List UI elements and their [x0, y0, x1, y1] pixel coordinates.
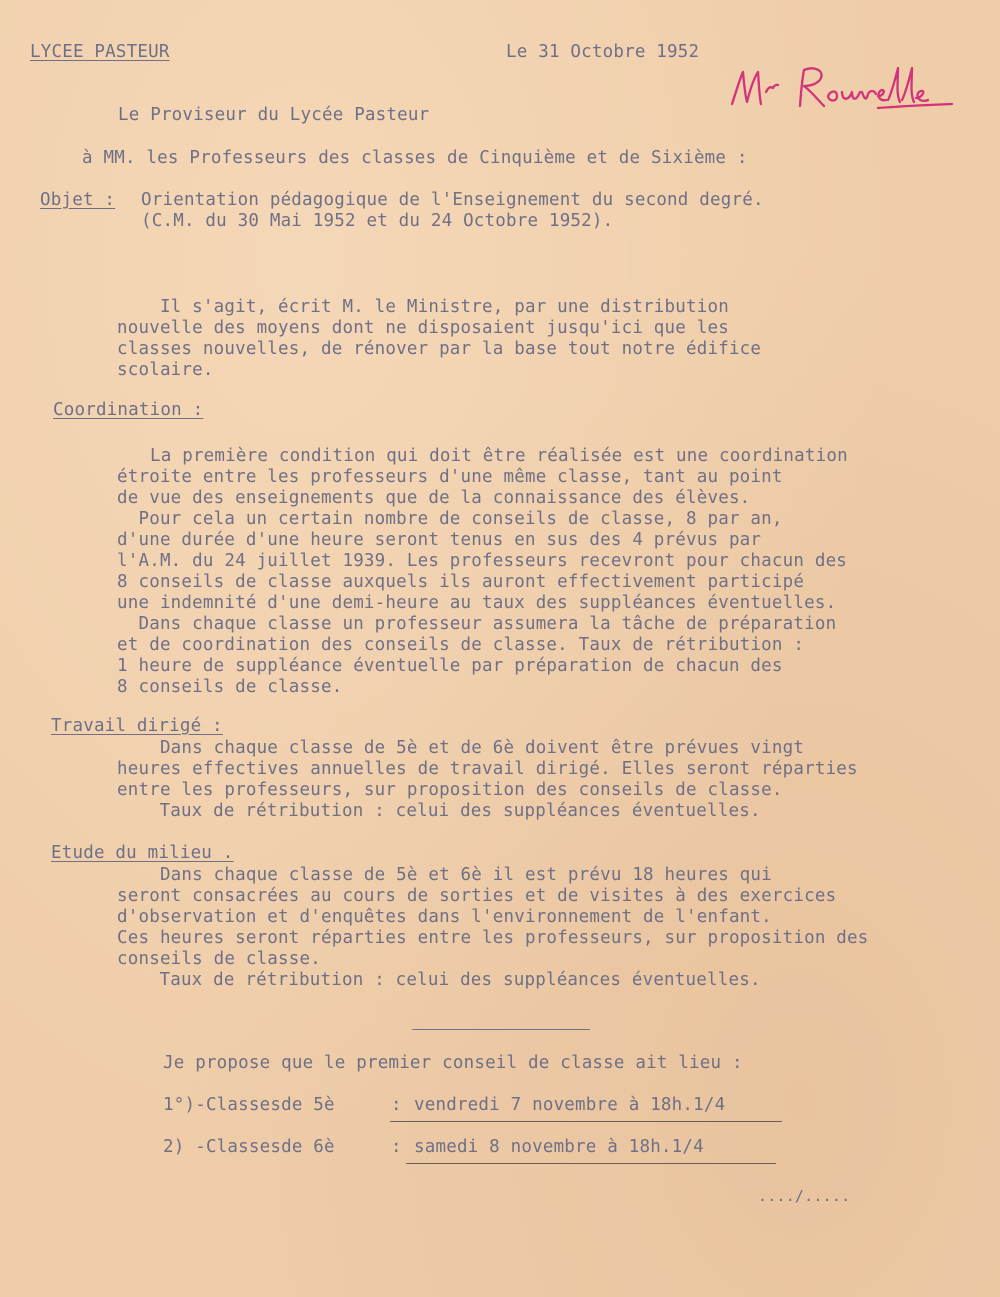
proposal-item-date: vendredi 7 novembre à 18h.1/4 [414, 1095, 726, 1115]
coordination-line: une indemnité d'une demi-heure au taux des suppléances éventuelles. [117, 593, 837, 613]
etude-line: Ces heures seront réparties entre les professeurs, sur proposition des [117, 928, 869, 948]
proposal-item-label: 2) -Classesde 6è [163, 1137, 335, 1157]
coordination-line: de vue des enseignements que de la connaissance des élèves. [117, 488, 751, 508]
proposal-item-date: samedi 8 novembre à 18h.1/4 [414, 1137, 704, 1157]
sender-line: Le Proviseur du Lycée Pasteur [118, 105, 430, 125]
coordination-line: 1 heure de suppléance éventuelle par préparation de chacun des [117, 656, 783, 676]
handwritten-signature-strokes [728, 62, 958, 122]
coordination-line: La première condition qui doit être réalisée est une coordination [150, 446, 848, 466]
proposal-item-separator: : [391, 1095, 402, 1115]
school-name: LYCEE PASTEUR [30, 42, 170, 62]
proposal-item-separator: : [391, 1137, 402, 1157]
travail-line: entre les professeurs, sur proposition des conseils de classe. [117, 780, 783, 800]
coordination-line: étroite entre les professeurs d'une même classe, tant au point [117, 467, 783, 487]
proposal-item-label: 1°)-Classesde 5è [163, 1095, 335, 1115]
coordination-line: et de coordination des conseils de classe. Taux de rétribution : [117, 635, 805, 655]
intro-line: Il s'agit, écrit M. le Ministre, par une distribution [117, 297, 729, 317]
handwritten-underline [390, 1121, 782, 1122]
travail-line: Taux de rétribution : celui des suppléances éventuelles. [138, 801, 761, 821]
intro-line: scolaire. [117, 360, 214, 380]
coordination-line: Pour cela un certain nombre de conseils de classe, 8 par an, [117, 509, 783, 529]
continuation-mark: ..../..... [758, 1187, 851, 1205]
objet-line-2: (C.M. du 30 Mai 1952 et du 24 Octobre 1952). [141, 211, 614, 231]
etude-heading: Etude du milieu . [51, 843, 234, 863]
intro-line: classes nouvelles, de rénover par la base tout notre édifice [117, 339, 762, 359]
etude-line: seront consacrées au cours de sorties et de visites à des exercices [117, 886, 837, 906]
coordination-line: l'A.M. du 24 juillet 1939. Les professeurs recevront pour chacun des [117, 551, 848, 571]
etude-line: conseils de classe. [117, 949, 321, 969]
travail-line: heures effectives annuelles de travail dirigé. Elles seront réparties [117, 759, 858, 779]
handwritten-signature [728, 62, 958, 122]
etude-line: d'observation et d'enquêtes dans l'environnement de l'enfant. [117, 907, 772, 927]
section-divider [412, 1029, 590, 1030]
letter-date: Le 31 Octobre 1952 [506, 42, 700, 62]
coordination-line: 8 conseils de classe auxquels ils auront effectivement participé [117, 572, 805, 592]
coordination-line: 8 conseils de classe. [117, 677, 343, 697]
objet-line-1: Orientation pédagogique de l'Enseignement du second degré. [141, 190, 764, 210]
etude-line: Dans chaque classe de 5è et 6è il est prévu 18 heures qui [117, 865, 772, 885]
travail-heading: Travail dirigé : [51, 716, 223, 736]
etude-line: Taux de rétribution : celui des suppléances éventuelles. [138, 970, 761, 990]
coordination-line: d'une durée d'une heure seront tenus en sus des 4 prévus par [117, 530, 762, 550]
proposal-intro: Je propose que le premier conseil de classe ait lieu : [163, 1053, 743, 1073]
travail-line: Dans chaque classe de 5è et de 6è doivent être prévues vingt [117, 738, 805, 758]
handwritten-underline [406, 1163, 776, 1164]
objet-label: Objet : [40, 190, 116, 210]
coordination-heading: Coordination : [53, 400, 204, 420]
coordination-line: Dans chaque classe un professeur assumera la tâche de préparation [117, 614, 837, 634]
intro-line: nouvelle des moyens dont ne disposaient jusqu'ici que les [117, 318, 729, 338]
recipients-line: à MM. les Professeurs des classes de Cinquième et de Sixième : [82, 148, 748, 168]
